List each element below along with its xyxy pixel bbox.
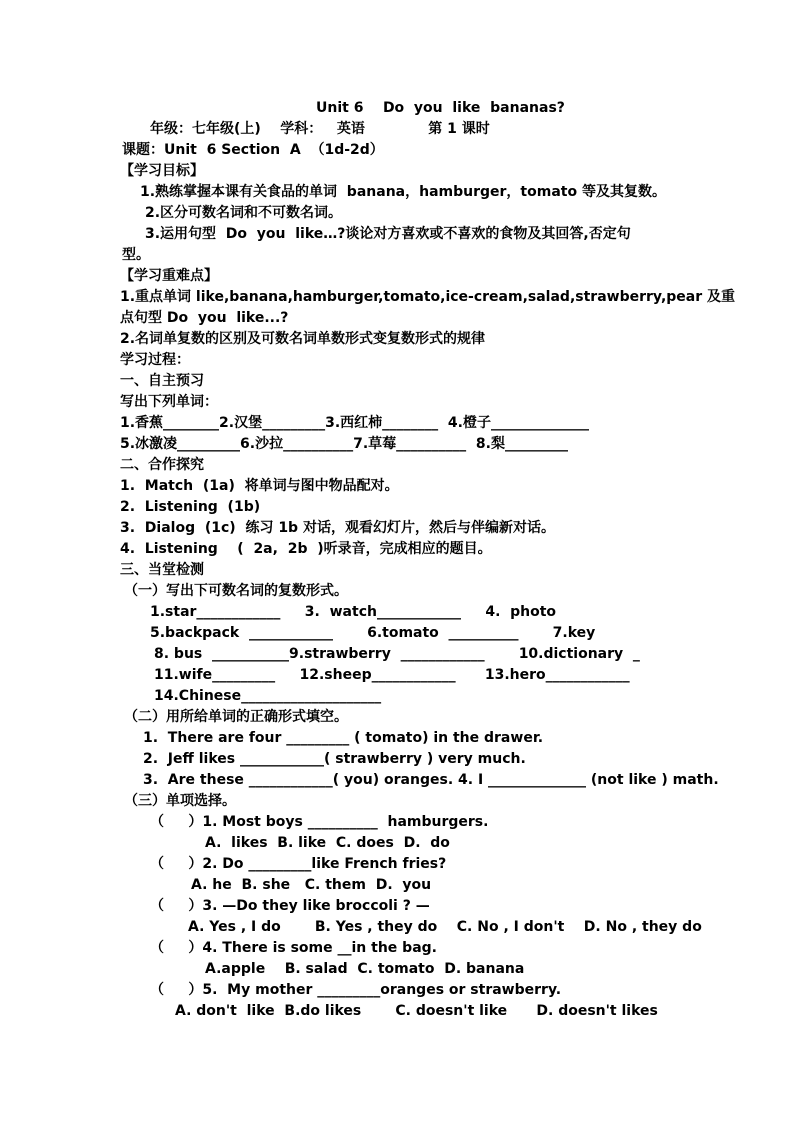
plural-row-3: 8. bus ___________9.strawberry ____________ 10.dictionary _	[154, 646, 640, 662]
objectives-heading: 【学习目标】	[120, 163, 204, 179]
preview-instruction: 写出下列单词：	[120, 394, 218, 410]
coop-item-4: 4. Listening ( 2a, 2b )听录音，完成相应的题目。	[120, 541, 492, 557]
page-title: Unit 6 Do you like bananas?	[316, 100, 565, 116]
vocab-row-2: 5.冰激凌_________6.沙拉__________7.草莓__________ 8.梨_________	[120, 436, 568, 452]
plural-row-2: 5.backpack ____________ 6.tomato __________ 7.key	[150, 625, 596, 641]
coop-item-1: 1. Match (1a) 将单词与图中物品配对。	[120, 478, 399, 494]
fill-question-2: 2. Jeff likes ____________( strawberry ) very much.	[143, 751, 526, 767]
part3-heading: （三）单项选择。	[124, 793, 236, 809]
choice-options-2: A. he B. she C. them D. you	[191, 877, 432, 893]
choice-question-2: （ ）2. Do _________like French fries?	[150, 856, 447, 872]
test-heading: 三、当堂检测	[120, 562, 204, 578]
process-heading: 学习过程：	[120, 352, 190, 368]
choice-options-1: A. likes B. like C. does D. do	[205, 835, 450, 851]
preview-heading: 一、自主预习	[120, 373, 204, 389]
keypoints-heading: 【学习重难点】	[120, 268, 218, 284]
coop-heading: 二、合作探究	[120, 457, 204, 473]
choice-options-4: A.apple B. salad C. tomato D. banana	[205, 961, 525, 977]
choice-options-3: A. Yes , I do B. Yes , they do C. No , I don't D. No , they do	[188, 919, 702, 935]
keypoint-1-cont: 点句型 Do you like...?	[120, 310, 289, 326]
plural-row-5: 14.Chinese____________________	[154, 688, 382, 704]
fill-question-1: 1. There are four _________ ( tomato) in the drawer.	[143, 730, 544, 746]
coop-item-3: 3. Dialog (1c) 练习 1b 对话，观看幻灯片，然后与伴编新对话。	[120, 520, 555, 536]
choice-question-3: （ ）3. —Do they like broccoli ? —	[150, 898, 430, 914]
keypoint-2: 2.名词单复数的区别及可数名词单数形式变复数形式的规律	[120, 331, 486, 347]
part1-heading: （一）写出下可数名词的复数形式。	[124, 583, 348, 599]
choice-options-5: A. don't like B.do likes C. doesn't like D. doesn't likes	[175, 1003, 658, 1019]
plural-row-1: 1.star____________ 3. watch____________ 4. photo	[150, 604, 557, 620]
choice-question-1: （ ）1. Most boys __________ hamburgers.	[150, 814, 489, 830]
plural-row-4: 11.wife_________ 12.sheep____________ 13.hero____________	[154, 667, 630, 683]
keypoint-1: 1.重点单词 like,banana,hamburger,tomato,ice-cream,salad,strawberry,pear 及重	[120, 289, 736, 305]
objective-3-cont: 型。	[122, 247, 150, 263]
objective-3: 3.运用句型 Do you like…?谈论对方喜欢或不喜欢的食物及其回答,否定句	[145, 226, 631, 242]
choice-question-5: （ ）5. My mother _________oranges or strawberry.	[150, 982, 562, 998]
part2-heading: （二）用所给单词的正确形式填空。	[124, 709, 348, 725]
lesson-topic: 课题：Unit 6 Section A （1d-2d）	[122, 142, 384, 158]
objective-2: 2.区分可数名词和不可数名词。	[145, 205, 343, 221]
choice-question-4: （ ）4. There is some __in the bag.	[150, 940, 437, 956]
course-meta: 年级：七年级(上) 学科： 英语 第 1 课时	[150, 121, 490, 137]
fill-question-3: 3. Are these ____________( you) oranges. 4. I ______________ (not like ) math.	[143, 772, 719, 788]
objective-1: 1.熟练掌握本课有关食品的单词 banana，hamburger，tomato 等及其复数。	[140, 184, 666, 200]
coop-item-2: 2. Listening (1b)	[120, 499, 261, 515]
vocab-row-1: 1.香蕉________2.汉堡_________3.西红柿________ 4.橙子______________	[120, 415, 589, 431]
